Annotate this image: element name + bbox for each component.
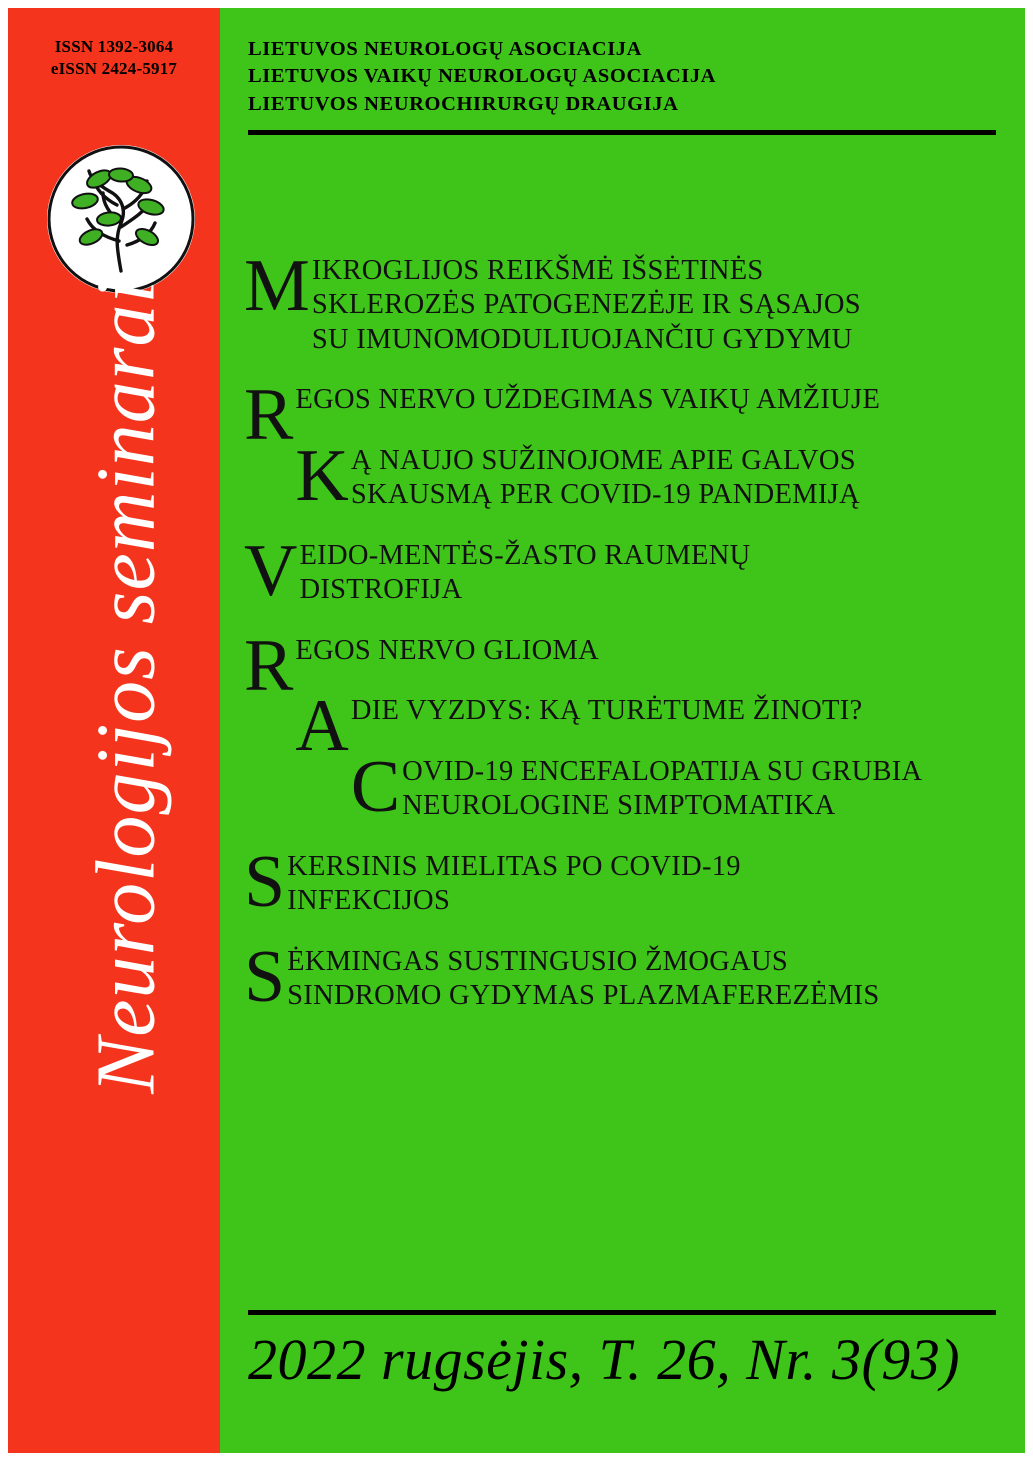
title-line: OVID-19 ENCEFALOPATIJA SU GRUBIA bbox=[402, 755, 923, 787]
title-line: DISTROFIJA bbox=[299, 574, 463, 606]
drop-cap: S bbox=[244, 840, 286, 923]
article-title bbox=[287, 850, 1014, 919]
list-item bbox=[244, 245, 1014, 357]
list-item bbox=[244, 434, 1014, 517]
cover-spine bbox=[8, 8, 220, 1453]
title-line: ĖKMINGAS SUSTINGUSIO ŽMOGAUS bbox=[287, 945, 789, 977]
title-line: IKROGLIJOS REIKŠMĖ IŠSĖTINĖS bbox=[311, 255, 764, 286]
article-title bbox=[287, 945, 1014, 1014]
issn-print: ISSN 1392-3064 bbox=[54, 37, 174, 56]
article-title bbox=[351, 444, 1014, 513]
title-line: NEUROLOGINE SIMPTOMATIKA bbox=[402, 790, 836, 822]
article-title bbox=[402, 755, 1014, 824]
title-line: KERSINIS MIELITAS PO COVID-19 bbox=[287, 850, 741, 882]
table-of-contents bbox=[244, 245, 1014, 1040]
title-line: SINDROMO GYDYMAS PLAZMAFEREZĖMIS bbox=[287, 980, 880, 1012]
list-item bbox=[244, 685, 1014, 768]
divider-top bbox=[248, 130, 996, 135]
cover-front-panel bbox=[220, 8, 1025, 1453]
drop-cap: M bbox=[244, 245, 310, 327]
association-line: LIETUVOS VAIKŲ NEUROLOGŲ ASOCIACIJA bbox=[248, 65, 717, 88]
drop-cap: V bbox=[244, 529, 298, 612]
title-line: EGOS NERVO GLIOMA bbox=[295, 634, 599, 666]
list-item bbox=[244, 935, 1014, 1018]
article-title bbox=[312, 254, 1014, 357]
article-title bbox=[299, 539, 1014, 608]
drop-cap: C bbox=[350, 745, 401, 828]
issn-online: eISSN 2424-5917 bbox=[50, 59, 178, 79]
drop-cap: A bbox=[295, 685, 349, 768]
association-list bbox=[248, 36, 1008, 118]
article-title bbox=[295, 383, 1014, 417]
article-title bbox=[351, 694, 1014, 728]
association-line: LIETUVOS NEUROCHIRURGŲ DRAUGIJA bbox=[248, 92, 679, 115]
issue-line: 2022 rugsėjis, T. 26, Nr. 3(93) bbox=[248, 1327, 961, 1392]
title-line: SKLEROZĖS PATOGENEZĖJE IR SĄSAJOS bbox=[311, 289, 861, 321]
title-line: SKAUSMĄ PER COVID-19 PANDEMIJĄ bbox=[350, 479, 860, 511]
list-item bbox=[244, 374, 1014, 457]
list-item bbox=[244, 624, 1014, 707]
drop-cap: S bbox=[244, 935, 286, 1018]
list-item bbox=[244, 529, 1014, 612]
title-line: INFEKCIJOS bbox=[287, 885, 451, 917]
association-line: LIETUVOS NEUROLOGŲ ASOCIACIJA bbox=[248, 38, 643, 60]
title-line: DIE VYZDYS: KĄ TURĖTUME ŽINOTI? bbox=[350, 695, 863, 727]
drop-cap: R bbox=[244, 624, 294, 707]
drop-cap: K bbox=[295, 434, 349, 517]
list-item bbox=[244, 840, 1014, 923]
title-line: EIDO-MENTĖS-ŽASTO RAUMENŲ bbox=[299, 539, 751, 571]
journal-title-vertical: Neurologijos seminarai bbox=[79, 279, 173, 1094]
divider-bottom bbox=[248, 1310, 996, 1315]
list-item bbox=[244, 745, 1014, 828]
drop-cap: R bbox=[244, 374, 294, 457]
title-line: Ą NAUJO SUŽINOJOME APIE GALVOS bbox=[350, 444, 856, 476]
article-title bbox=[295, 634, 1014, 668]
title-line: EGOS NERVO UŽDEGIMAS VAIKŲ AMŽIUJE bbox=[295, 384, 881, 416]
title-line: SU IMUNOMODULIUOJANČIU GYDYMU bbox=[311, 323, 853, 355]
issn-block bbox=[8, 36, 220, 81]
